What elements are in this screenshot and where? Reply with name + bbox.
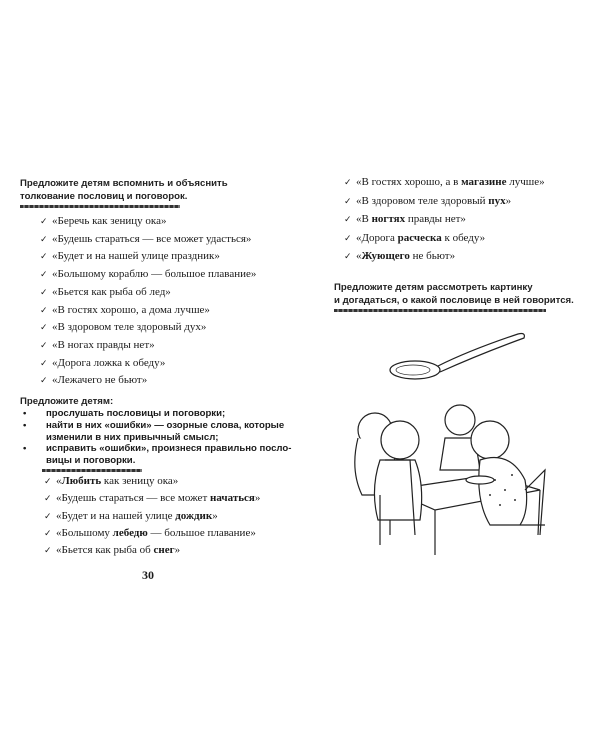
check-icon: ✓ — [44, 546, 52, 557]
instruction-bullet — [20, 420, 291, 444]
proverb-text: «В здоровом теле здоровый дух» — [52, 321, 207, 334]
check-icon: ✓ — [44, 511, 52, 522]
proverb-item — [44, 508, 260, 525]
proverb-text: как зеницу ока» — [101, 475, 179, 487]
altered-word: лебедю — [112, 526, 148, 539]
check-icon: ✓ — [40, 252, 48, 263]
proverb-item — [40, 284, 256, 302]
bullet-line: изменили в них привычный смысл; — [46, 431, 219, 443]
proverb-text: « — [56, 475, 62, 487]
check-icon: ✓ — [40, 376, 48, 387]
altered-proverb-list-continued — [344, 174, 545, 267]
bullet-line: вицы и поговорки. — [46, 455, 136, 467]
proverb-item — [44, 490, 260, 507]
bullet-line: • прослушать пословицы и поговорки; — [46, 408, 226, 419]
proverb-text: «Будет и на нашей улице праздник» — [52, 250, 220, 263]
proverb-item — [44, 525, 260, 542]
check-icon: ✓ — [40, 340, 48, 351]
altered-word: пух — [488, 194, 506, 207]
proverb-item — [344, 174, 545, 193]
proverb-text: правды нет» — [405, 213, 466, 225]
spoon-icon — [390, 334, 524, 380]
altered-word: магазине — [461, 176, 507, 188]
check-icon: ✓ — [344, 252, 352, 262]
check-icon: ✓ — [44, 528, 52, 539]
proverb-text: » — [505, 194, 512, 207]
proverb-item — [344, 230, 545, 249]
task-heading-recall-block — [20, 177, 228, 208]
proverb-text: «В гостях хорошо, а в — [356, 176, 462, 188]
task-heading-errors-block — [20, 395, 291, 472]
proverb-item — [344, 193, 545, 212]
altered-proverb-list — [44, 473, 260, 559]
proverb-item — [40, 319, 256, 337]
proverb-text: «Будешь стараться — все может удасться» — [52, 232, 252, 245]
task-heading-errors: Предложите детям: — [20, 396, 114, 407]
proverb-item — [40, 355, 256, 373]
altered-word: дождик — [175, 509, 213, 522]
proverb-item — [344, 248, 545, 267]
proverb-text: « — [356, 250, 362, 262]
proverb-item — [44, 542, 260, 559]
check-icon: ✓ — [40, 358, 48, 369]
altered-word: ногтях — [371, 213, 406, 225]
page-number: 30 — [142, 568, 154, 582]
proverb-text: «Будет и на нашей улице — [56, 509, 176, 522]
proverb-item — [40, 213, 256, 231]
proverb-text: «Беречь как зеницу ока» — [52, 215, 167, 227]
check-icon: ✓ — [40, 217, 48, 227]
proverb-text: не бьют» — [409, 250, 456, 262]
instruction-bullets — [20, 408, 291, 467]
proverb-item — [40, 231, 256, 249]
proverb-text: «В ногах правды нет» — [52, 338, 155, 351]
proverb-text: «Бьется как рыба об лед» — [52, 285, 171, 298]
proverb-text: » — [212, 509, 218, 522]
altered-word: расческа — [397, 231, 442, 244]
proverb-text: «Дорога — [356, 231, 398, 244]
heading-underline — [334, 309, 546, 312]
proverb-item — [40, 302, 256, 320]
proverb-text: «Дорога ложка к обеду» — [52, 356, 166, 369]
altered-word: Любить — [61, 475, 102, 487]
check-icon: ✓ — [344, 215, 352, 225]
proverb-item — [44, 473, 260, 490]
proverb-text: «Большому — [56, 526, 113, 539]
proverb-item — [40, 266, 256, 284]
proverb-text: — большое плавание» — [147, 526, 256, 539]
instruction-bullet — [20, 408, 291, 420]
proverb-text: к обеду» — [441, 231, 486, 244]
proverb-item — [40, 248, 256, 266]
proverb-item — [344, 211, 545, 230]
check-icon: ✓ — [44, 494, 52, 505]
proverb-item — [40, 372, 256, 390]
heading-underline — [20, 205, 180, 208]
altered-word: снег — [153, 544, 175, 557]
bullet-line: • исправить «ошибки», произнеся правильно посло- — [46, 443, 292, 455]
task-heading-picture-block — [334, 281, 574, 312]
instruction-bullet — [20, 443, 291, 467]
children-at-table — [355, 405, 545, 555]
altered-word: начаться — [210, 492, 255, 505]
altered-word: Жующего — [361, 250, 410, 262]
proverb-text: «В — [356, 213, 372, 225]
proverb-text: «Бьется как рыба об — [56, 544, 154, 557]
bullet-line: • найти в них «ошибки» — озорные слова, которые — [46, 419, 285, 431]
check-icon: ✓ — [344, 196, 352, 207]
spoon-and-children-illustration — [340, 320, 580, 560]
check-icon: ✓ — [44, 477, 52, 487]
check-icon: ✓ — [344, 233, 352, 244]
check-icon: ✓ — [40, 323, 48, 334]
proverb-text: » — [174, 544, 181, 557]
proverb-item — [40, 337, 256, 355]
check-icon: ✓ — [40, 234, 48, 245]
proverb-text: «В здоровом теле здоровый — [356, 194, 489, 207]
check-icon: ✓ — [344, 178, 352, 188]
check-icon: ✓ — [40, 287, 48, 298]
check-icon: ✓ — [40, 305, 48, 316]
check-icon: ✓ — [40, 270, 48, 281]
proverb-list — [40, 213, 256, 390]
proverb-text: «Будешь стараться — все может — [56, 492, 210, 505]
proverb-text: «Большому кораблю — большое плавание» — [52, 268, 257, 281]
proverb-text: лучше» — [506, 176, 545, 188]
heading-underline — [42, 469, 142, 472]
task-heading-recall: Предложите детям вспомнить и объяснить толкование пословиц и поговорок. — [20, 178, 228, 202]
proverb-text: » — [254, 492, 261, 505]
proverb-text: «Лежачего не бьют» — [52, 374, 148, 387]
task-heading-picture: Предложите детям рассмотреть картинку и догадаться, о какой пословице в ней говорится. — [334, 282, 574, 306]
proverb-text: «В гостях хорошо, а дома лучше» — [52, 303, 210, 316]
